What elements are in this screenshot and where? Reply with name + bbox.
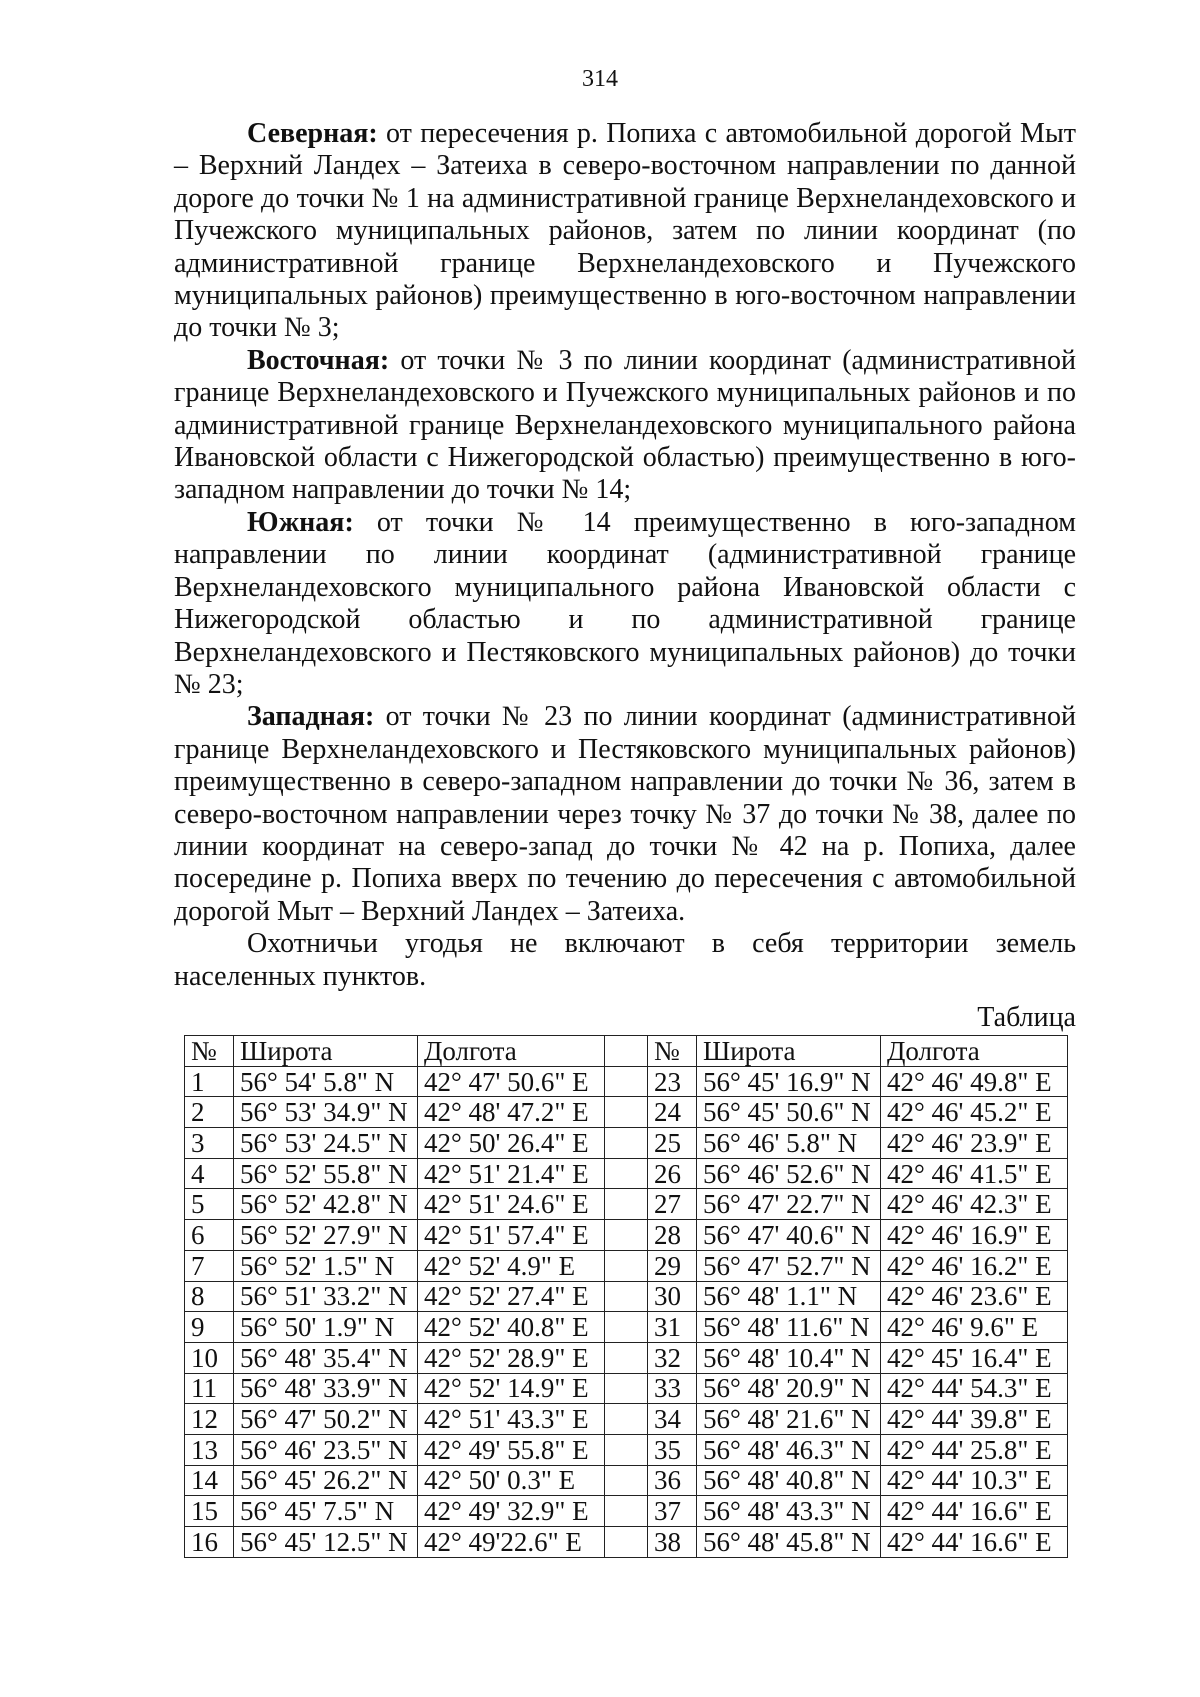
point-number-cell: 23	[648, 1066, 697, 1097]
longitude-cell: 42° 44' 16.6" E	[881, 1527, 1068, 1558]
longitude-cell: 42° 46' 9.6" E	[881, 1312, 1068, 1343]
longitude-cell: 42° 44' 39.8" E	[881, 1404, 1068, 1435]
longitude-cell: 42° 44' 16.6" E	[881, 1496, 1068, 1527]
spacer-cell	[605, 1312, 648, 1343]
longitude-cell: 42° 52' 27.4" E	[418, 1281, 605, 1312]
latitude-cell: 56° 47' 40.6" N	[697, 1220, 881, 1251]
table-body	[185, 1066, 1068, 1557]
latitude-cell: 56° 48' 46.3" N	[697, 1434, 881, 1465]
point-number-cell: 24	[648, 1097, 697, 1128]
spacer-cell	[605, 1097, 648, 1128]
latitude-cell: 56° 48' 43.3" N	[697, 1496, 881, 1527]
point-number-cell: 36	[648, 1465, 697, 1496]
spacer-cell	[605, 1250, 648, 1281]
coordinates-table	[184, 1035, 1068, 1558]
spacer-cell	[605, 1128, 648, 1159]
header-cell	[605, 1036, 648, 1067]
table-row	[185, 1220, 1068, 1251]
table-row	[185, 1097, 1068, 1128]
longitude-cell: 42° 50' 0.3" E	[418, 1465, 605, 1496]
point-number-cell: 7	[185, 1250, 234, 1281]
spacer-cell	[605, 1158, 648, 1189]
latitude-cell: 56° 45' 26.2" N	[234, 1465, 418, 1496]
paragraph-text: от пересечения р. Попиха с автомобильной дорогой Мыт – Верхний Ландех – Затеиха в северо-восточном направлении по данной дороге до точки № 1 на административной границе Верхнеландеховского и Пучежского муниципальных районов, затем по линии координат (по административной границе Верхнеландеховского и Пучежского муниципальных районов) преимущественно в юго-восточном направлении до точки № 3;	[174, 118, 1076, 344]
point-number-cell: 14	[185, 1465, 234, 1496]
spacer-cell	[605, 1527, 648, 1558]
longitude-cell: 42° 51' 57.4" E	[418, 1220, 605, 1251]
point-number-cell: 1	[185, 1066, 234, 1097]
table-row	[185, 1158, 1068, 1189]
table-row	[185, 1465, 1068, 1496]
point-number-cell: 11	[185, 1373, 234, 1404]
longitude-cell: 42° 46' 45.2" E	[881, 1097, 1068, 1128]
longitude-cell: 42° 46' 23.9" E	[881, 1128, 1068, 1159]
latitude-cell: 56° 45' 7.5" N	[234, 1496, 418, 1527]
spacer-cell	[605, 1066, 648, 1097]
longitude-cell: 42° 52' 4.9" E	[418, 1250, 605, 1281]
latitude-cell: 56° 48' 20.9" N	[697, 1373, 881, 1404]
point-number-cell: 32	[648, 1342, 697, 1373]
latitude-cell: 56° 52' 42.8" N	[234, 1189, 418, 1220]
point-number-cell: 16	[185, 1527, 234, 1558]
longitude-cell: 42° 49' 32.9" E	[418, 1496, 605, 1527]
paragraph-text: Охотничьи угодья не включают в себя территории земель населенных пунктов.	[174, 928, 1076, 992]
point-number-cell: 30	[648, 1281, 697, 1312]
spacer-cell	[605, 1373, 648, 1404]
longitude-cell: 42° 52' 28.9" E	[418, 1342, 605, 1373]
latitude-cell: 56° 52' 55.8" N	[234, 1158, 418, 1189]
paragraph-heading: Восточная:	[247, 344, 390, 376]
point-number-cell: 8	[185, 1281, 234, 1312]
point-number-cell: 31	[648, 1312, 697, 1343]
point-number-cell: 35	[648, 1434, 697, 1465]
latitude-cell: 56° 48' 40.8" N	[697, 1465, 881, 1496]
latitude-cell: 56° 48' 45.8" N	[697, 1527, 881, 1558]
longitude-cell: 42° 49' 55.8" E	[418, 1434, 605, 1465]
point-number-cell: 37	[648, 1496, 697, 1527]
latitude-cell: 56° 52' 27.9" N	[234, 1220, 418, 1251]
latitude-cell: 56° 48' 10.4" N	[697, 1342, 881, 1373]
latitude-cell: 56° 47' 50.2" N	[234, 1404, 418, 1435]
table-row	[185, 1434, 1068, 1465]
spacer-cell	[605, 1281, 648, 1312]
point-number-cell: 9	[185, 1312, 234, 1343]
table-row	[185, 1404, 1068, 1435]
table-row	[185, 1373, 1068, 1404]
latitude-cell: 56° 53' 24.5" N	[234, 1128, 418, 1159]
latitude-cell: 56° 47' 52.7" N	[697, 1250, 881, 1281]
spacer-cell	[605, 1404, 648, 1435]
spacer-cell	[605, 1220, 648, 1251]
header-cell: Широта	[697, 1036, 881, 1067]
header-cell: №	[185, 1036, 234, 1067]
table-row	[185, 1342, 1068, 1373]
longitude-cell: 42° 49'22.6" E	[418, 1527, 605, 1558]
point-number-cell: 13	[185, 1434, 234, 1465]
point-number-cell: 10	[185, 1342, 234, 1373]
latitude-cell: 56° 45' 50.6" N	[697, 1097, 881, 1128]
latitude-cell: 56° 48' 33.9" N	[234, 1373, 418, 1404]
paragraph-heading: Западная:	[247, 701, 375, 733]
boundary-description	[174, 118, 1076, 993]
paragraph-text: от точки № 14 преимущественно в юго-западном направлении по линии координат (административной границе Верхнеландеховского муниципального района Ивановской области с Нижегородской областью и по административной границе Верхнеландеховского и Пестяковского муниципальных районов) до точки № 23;	[174, 506, 1076, 700]
point-number-cell: 4	[185, 1158, 234, 1189]
point-number-cell: 6	[185, 1220, 234, 1251]
paragraph-heading: Северная:	[247, 118, 378, 149]
longitude-cell: 42° 44' 10.3" E	[881, 1465, 1068, 1496]
point-number-cell: 5	[185, 1189, 234, 1220]
paragraph-north	[174, 118, 1076, 345]
point-number-cell: 33	[648, 1373, 697, 1404]
table-row	[185, 1527, 1068, 1558]
header-cell: Широта	[234, 1036, 418, 1067]
longitude-cell: 42° 52' 14.9" E	[418, 1373, 605, 1404]
latitude-cell: 56° 48' 21.6" N	[697, 1404, 881, 1435]
paragraph-east	[174, 345, 1076, 507]
latitude-cell: 56° 47' 22.7" N	[697, 1189, 881, 1220]
longitude-cell: 42° 46' 42.3" E	[881, 1189, 1068, 1220]
point-number-cell: 38	[648, 1527, 697, 1558]
header-cell: Долгота	[881, 1036, 1068, 1067]
longitude-cell: 42° 48' 47.2" E	[418, 1097, 605, 1128]
longitude-cell: 42° 51' 24.6" E	[418, 1189, 605, 1220]
latitude-cell: 56° 53' 34.9" N	[234, 1097, 418, 1128]
table-row	[185, 1312, 1068, 1343]
point-number-cell: 12	[185, 1404, 234, 1435]
page-number: 314	[582, 66, 618, 92]
point-number-cell: 28	[648, 1220, 697, 1251]
point-number-cell: 34	[648, 1404, 697, 1435]
point-number-cell: 15	[185, 1496, 234, 1527]
point-number-cell: 25	[648, 1128, 697, 1159]
longitude-cell: 42° 46' 16.2" E	[881, 1250, 1068, 1281]
spacer-cell	[605, 1189, 648, 1220]
header-cell: №	[648, 1036, 697, 1067]
table-row	[185, 1281, 1068, 1312]
spacer-cell	[605, 1434, 648, 1465]
longitude-cell: 42° 51' 21.4" E	[418, 1158, 605, 1189]
table-row	[185, 1066, 1068, 1097]
table-header-row	[185, 1036, 1068, 1067]
latitude-cell: 56° 45' 12.5" N	[234, 1527, 418, 1558]
longitude-cell: 42° 46' 41.5" E	[881, 1158, 1068, 1189]
point-number-cell: 27	[648, 1189, 697, 1220]
paragraph-heading: Южная:	[247, 506, 354, 538]
latitude-cell: 56° 48' 1.1" N	[697, 1281, 881, 1312]
point-number-cell: 2	[185, 1097, 234, 1128]
point-number-cell: 3	[185, 1128, 234, 1159]
latitude-cell: 56° 46' 23.5" N	[234, 1434, 418, 1465]
table-row	[185, 1250, 1068, 1281]
table-row	[185, 1496, 1068, 1527]
latitude-cell: 56° 54' 5.8" N	[234, 1066, 418, 1097]
header-cell: Долгота	[418, 1036, 605, 1067]
spacer-cell	[605, 1465, 648, 1496]
spacer-cell	[605, 1342, 648, 1373]
point-number-cell: 26	[648, 1158, 697, 1189]
table-caption: Таблица	[977, 1002, 1076, 1033]
table-row	[185, 1189, 1068, 1220]
paragraph-west	[174, 701, 1076, 928]
paragraph-text: от точки № 23 по линии координат (административной границе Верхнеландеховского и Пестяковского муниципальных районов) преимущественно в северо-западном направлении до точки № 36, затем в северо-восточном направлении через точку № 37 до точки № 38, далее по линии координат на северо-запад до точки № 42 на р. Попиха, далее посередине р. Попиха вверх по течению до пересечения с автомобильной дорогой Мыт – Верхний Ландех – Затеиха.	[174, 701, 1076, 927]
latitude-cell: 56° 51' 33.2" N	[234, 1281, 418, 1312]
paragraph-text: от точки № 3 по линии координат (административной границе Верхнеландеховского и Пучежского муниципальных районов и по административной границе Верхнеландеховского муниципального района Ивановской области с Нижегородской областью) преимущественно в юго-западном направлении до точки № 14;	[174, 344, 1076, 506]
latitude-cell: 56° 46' 52.6" N	[697, 1158, 881, 1189]
longitude-cell: 42° 46' 49.8" E	[881, 1066, 1068, 1097]
latitude-cell: 56° 48' 35.4" N	[234, 1342, 418, 1373]
paragraph-south	[174, 507, 1076, 701]
longitude-cell: 42° 44' 25.8" E	[881, 1434, 1068, 1465]
latitude-cell: 56° 46' 5.8" N	[697, 1128, 881, 1159]
point-number-cell: 29	[648, 1250, 697, 1281]
spacer-cell	[605, 1496, 648, 1527]
longitude-cell: 42° 45' 16.4" E	[881, 1342, 1068, 1373]
longitude-cell: 42° 51' 43.3" E	[418, 1404, 605, 1435]
latitude-cell: 56° 48' 11.6" N	[697, 1312, 881, 1343]
table-row	[185, 1128, 1068, 1159]
longitude-cell: 42° 46' 16.9" E	[881, 1220, 1068, 1251]
longitude-cell: 42° 47' 50.6" E	[418, 1066, 605, 1097]
longitude-cell: 42° 44' 54.3" E	[881, 1373, 1068, 1404]
longitude-cell: 42° 46' 23.6" E	[881, 1281, 1068, 1312]
latitude-cell: 56° 50' 1.9" N	[234, 1312, 418, 1343]
paragraph-exclusion	[174, 928, 1076, 993]
longitude-cell: 42° 50' 26.4" E	[418, 1128, 605, 1159]
latitude-cell: 56° 52' 1.5" N	[234, 1250, 418, 1281]
longitude-cell: 42° 52' 40.8" E	[418, 1312, 605, 1343]
latitude-cell: 56° 45' 16.9" N	[697, 1066, 881, 1097]
